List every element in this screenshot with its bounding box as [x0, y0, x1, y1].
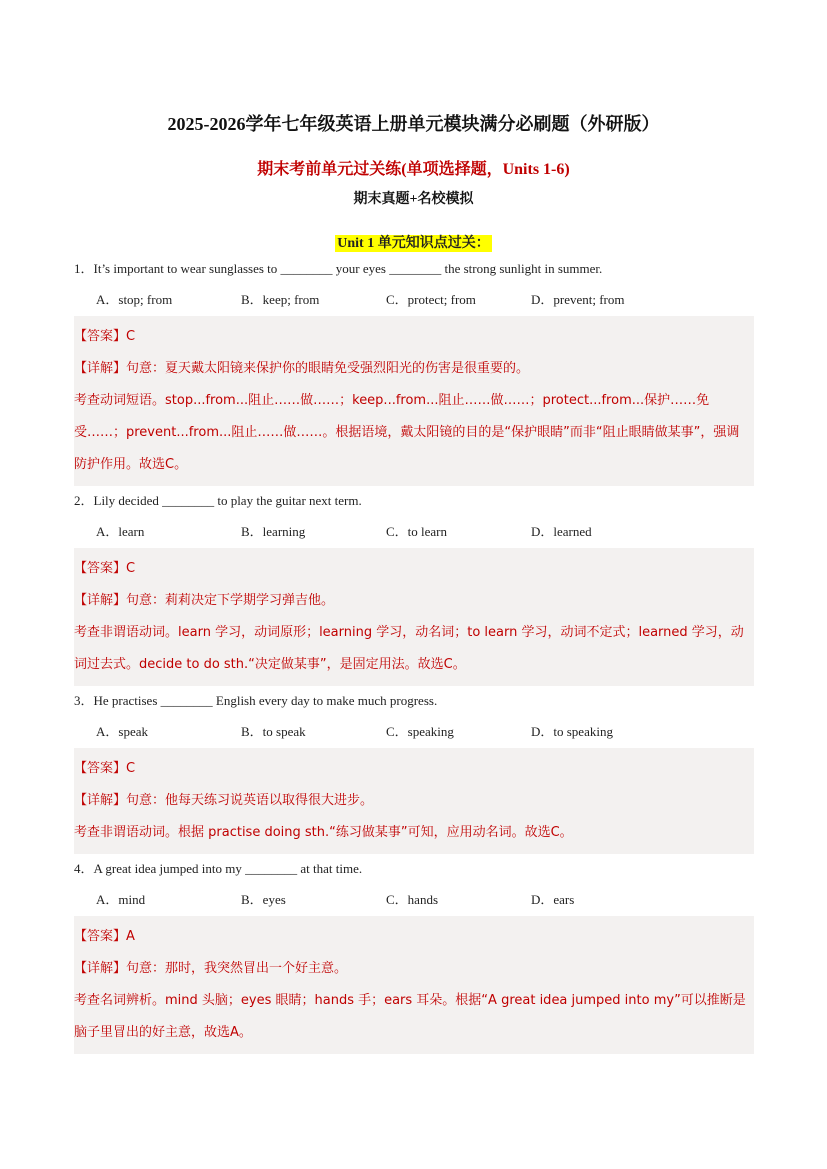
- detail-line: [74, 585, 750, 617]
- detail-text: 句意：夏天戴太阳镜来保护你的眼睛免受强烈阳光的伤害是很重要的。: [126, 361, 530, 376]
- option-b: B．learning: [241, 524, 306, 539]
- answer-box: [74, 548, 754, 686]
- answer-box: [74, 316, 754, 486]
- detail-text: 句意：那时，我突然冒出一个好主意。: [126, 961, 348, 976]
- answer-value: A: [126, 929, 135, 944]
- answer-value: C: [126, 561, 136, 576]
- detail-label: 【详解】: [74, 593, 127, 608]
- option-b: B．keep; from: [241, 292, 320, 307]
- answer-label: 【答案】: [74, 761, 127, 776]
- option-b: B．to speak: [241, 724, 306, 739]
- page-subtitle-secondary: 期末真题+名校模拟: [353, 192, 474, 207]
- answer-box: [74, 748, 754, 854]
- answer-label: 【答案】: [74, 329, 127, 344]
- option-c: C．hands: [386, 892, 439, 907]
- question-list: [74, 258, 754, 1058]
- option-d: D．learned: [531, 524, 592, 539]
- answer-line: [74, 553, 750, 585]
- question-stem: 2．Lily decided ________ to play the guitar next term.: [74, 493, 362, 508]
- explanation-text: 考查名词辨析。mind 头脑；eyes 眼睛；hands 手；ears 耳朵。根据“A great idea jumped into my”可以推断是脑子里冒出的好主意，故选A。: [74, 993, 746, 1040]
- answer-label: 【答案】: [74, 929, 127, 944]
- question-item-2: [74, 490, 754, 686]
- option-a: A．stop; from: [96, 292, 173, 307]
- option-a: A．speak: [96, 724, 148, 739]
- answer-line: [74, 321, 750, 353]
- detail-label: 【详解】: [74, 361, 127, 376]
- option-d: D．prevent; from: [531, 292, 625, 307]
- option-a: A．learn: [96, 524, 145, 539]
- answer-label: 【答案】: [74, 561, 127, 576]
- answer-line: [74, 753, 750, 785]
- explanation-text: 考查非谓语动词。learn 学习，动词原形；learning 学习，动名词；to learn 学习，动词不定式；learned 学习，动词过去式。decide to do sth.“决定做某事”，是固定用法。故选C。: [74, 625, 744, 672]
- question-options: [96, 722, 754, 742]
- unit-heading-text: Unit 1 单元知识点过关：: [337, 236, 490, 251]
- explanation-text: 考查动词短语。stop...from...阻止……做……；keep...from...阻止……做……；protect...from...保护……免受……；prevent...from...阻止……做……。根据语境，戴太阳镜的目的是“保护眼睛”而非“阻止眼睛做某事”，强调防护作用。故选C。: [74, 393, 740, 472]
- page-subtitle: 期末考前单元过关练(单项选择题，Units 1-6): [257, 161, 570, 178]
- option-d: D．to speaking: [531, 724, 613, 739]
- detail-text: 句意：他每天练习说英语以取得很大进步。: [126, 793, 374, 808]
- question-stem: 3．He practises ________ English every day to make much progress.: [74, 693, 438, 708]
- detail-line: [74, 353, 750, 385]
- detail-line: [74, 953, 750, 985]
- question-options: [96, 890, 754, 910]
- page-title: 2025-2026学年七年级英语上册单元模块满分必刷题（外研版）: [167, 114, 660, 134]
- option-a: A．mind: [96, 892, 146, 907]
- question-stem: 4．A great idea jumped into my ________ at that time.: [74, 861, 363, 876]
- question-item-1: [74, 258, 754, 486]
- question-options: [96, 290, 754, 310]
- answer-box: [74, 916, 754, 1054]
- option-b: B．eyes: [241, 892, 286, 907]
- option-d: D．ears: [531, 892, 575, 907]
- option-c: C．speaking: [386, 724, 454, 739]
- detail-label: 【详解】: [74, 793, 127, 808]
- question-options: [96, 522, 754, 542]
- answer-value: C: [126, 761, 136, 776]
- detail-text: 句意：莉莉决定下学期学习弹吉他。: [126, 593, 335, 608]
- question-stem: 1．It’s important to wear sunglasses to ________ your eyes ________ the strong sunlight in summer.: [74, 261, 603, 276]
- answer-value: C: [126, 329, 136, 344]
- question-item-3: [74, 690, 754, 854]
- detail-line: [74, 785, 750, 817]
- answer-line: [74, 921, 750, 953]
- explanation-text: 考查非谓语动词。根据 practise doing sth.“练习做某事”可知，应用动名词。故选C。: [74, 825, 573, 840]
- question-item-4: [74, 858, 754, 1054]
- option-c: C．protect; from: [386, 292, 476, 307]
- detail-label: 【详解】: [74, 961, 127, 976]
- option-c: C．to learn: [386, 524, 448, 539]
- unit-heading: [0, 232, 827, 252]
